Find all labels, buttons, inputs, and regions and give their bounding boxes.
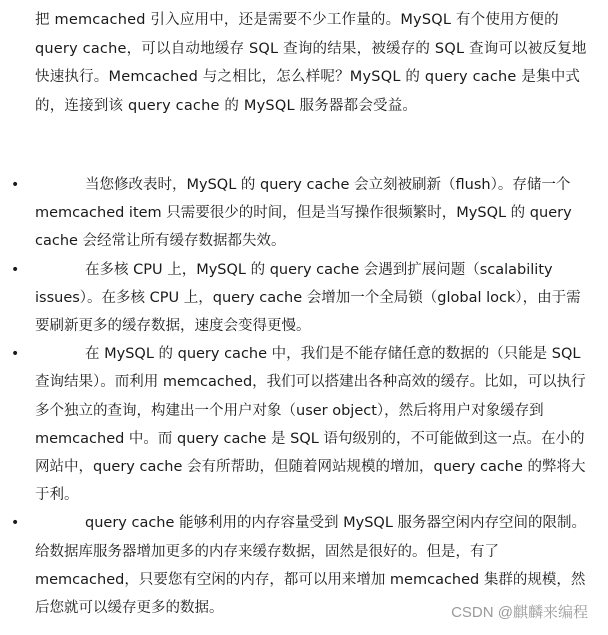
bullet-dot-icon: • [11, 177, 20, 193]
bullet-item-arbitrary-data [0, 340, 588, 509]
bullet-dot-icon: • [11, 515, 20, 532]
csdn-watermark: CSDN @麒麟来编程 [451, 604, 588, 621]
bullet-text: 在 MySQL 的 query cache 中，我们是不能存储任意的数据的（只能是 SQL 查询结果）。而利用 memcached，我们可以搭建出各种高效的缓存。比如，可以执行多个独立的查询，构建出一个用户对象（user object），然后将用户对象缓存到 memcached 中。而 query cache 是 SQL 语句级别的，不可能做到这一点。在小的网站中，query cache 会有所帮助，但随着网站规模的增加，query cache 的弊将大于利。 [35, 346, 586, 504]
bullet-item-flush [0, 171, 588, 256]
intro-paragraph: 把 memcached 引入应用中，还是需要不少工作量的。MySQL 有个使用方便的 query cache，可以自动地缓存 SQL 查询的结果，被缓存的 SQL 查询可以被反复地快速执行。Memcached 与之相比，怎么样呢？MySQL 的 query cache 是集中式的，连接到该 query cache 的 MySQL 服务器都会受益。 [35, 12, 587, 114]
bullet-text: query cache 能够利用的内存容量受到 MySQL 服务器空闲内存空间的限制。给数据库服务器增加更多的内存来缓存数据，固然是很好的。但是，有了 memcached，只要您有空闲的内存，都可以用来增加 memcached 集群的规模，然后您就可以缓存更多的数据。 [35, 515, 587, 617]
bullet-text: 在多核 CPU 上，MySQL 的 query cache 会遇到扩展问题（scalability issues）。在多核 CPU 上，query cache 会增加一个全局锁（global lock），由于需要刷新更多的缓存数据，速度会变得更慢。 [35, 261, 581, 335]
bullet-text: 当您修改表时，MySQL 的 query cache 会立刻被刷新（flush）。存储一个 memcached item 只需要很少的时间，但是当写操作很频繁时，MySQL 的 query cache 会经常让所有缓存数据都失效。 [35, 177, 572, 250]
bullet-item-scalability [0, 256, 588, 341]
bullet-dot-icon: • [11, 346, 20, 363]
bullet-dot-icon: • [11, 261, 20, 278]
bullet-list [0, 171, 608, 622]
